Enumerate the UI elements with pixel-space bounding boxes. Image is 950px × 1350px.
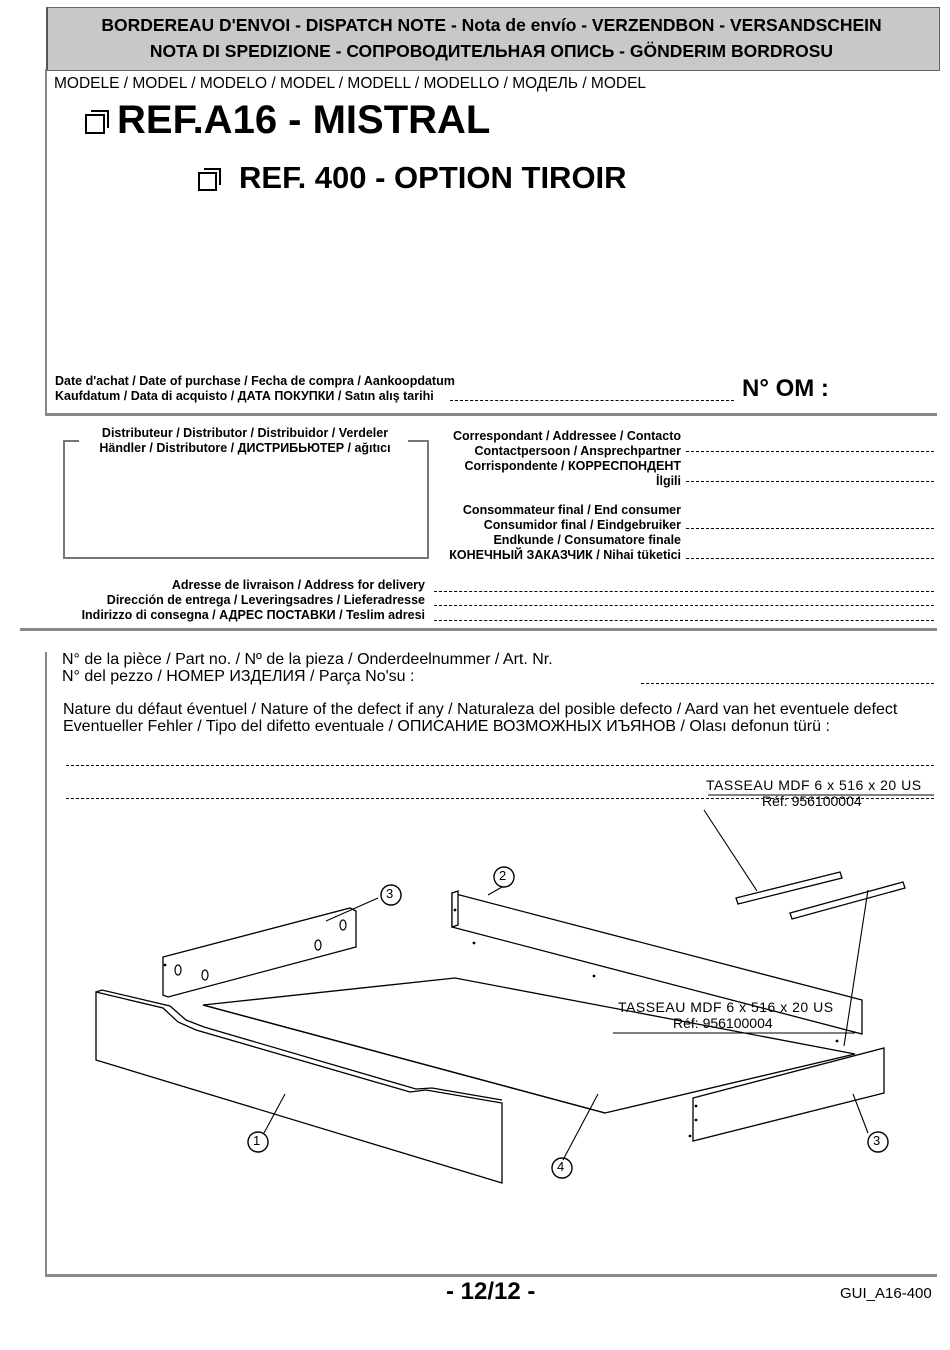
model-label: MODELE / MODEL / MODELO / MODEL / MODELL / MODELLO / МОДЕЛЬ / MODEL [54, 75, 647, 92]
bottom-divider [45, 1274, 937, 1277]
distributor-label [80, 426, 410, 456]
callout-4-label: 4 [557, 1159, 565, 1174]
delivery-field-1[interactable] [434, 591, 934, 592]
consumer-field-2[interactable] [686, 558, 934, 559]
ref-option-text: REF. 400 - OPTION TIROIR [239, 160, 627, 195]
page-number: - 12/12 - [446, 1278, 536, 1305]
ref-mistral-text: REF.A16 - MISTRAL [117, 98, 491, 142]
correspondant-label [430, 429, 681, 489]
distributor-label-2: Händler / Distributore / ДИСТРИБЬЮТЕР / ağıtıcı [99, 441, 391, 455]
delivery-label [40, 578, 425, 623]
delivery-field-2[interactable] [434, 605, 934, 606]
part-number-label-2: N° del pezzo / НОМЕР ИЗДЕЛИЯ / Parça No'su : [62, 668, 415, 685]
checkbox-icon[interactable] [198, 172, 217, 191]
defect-field-1[interactable] [66, 765, 934, 766]
correspondant-label-3: Corrispondente / КОРРЕСПОНДЕНТ [464, 459, 681, 473]
distributor-label-1: Distributeur / Distributor / Distribuidor / Verdeler [101, 426, 389, 440]
callout-2-label: 2 [499, 868, 507, 883]
delivery-label-2: Dirección de entrega / Leveringsadres / Lieferadresse [106, 593, 425, 607]
checkbox-icon[interactable] [85, 114, 105, 134]
correspondant-label-1: Correspondant / Addressee / Contacto [452, 429, 681, 443]
ref-mistral [85, 98, 490, 143]
delivery-label-1: Adresse de livraison / Address for delivery [171, 578, 425, 592]
tasseau-label-mid: TASSEAU MDF 6 x 516 x 20 US [618, 999, 834, 1015]
delivery-field-3[interactable] [434, 620, 934, 621]
distributor-box[interactable] [63, 440, 429, 559]
callout-3-top-label: 3 [386, 886, 394, 901]
tasseau-ref-top: Réf: 956100004 [762, 793, 862, 809]
correspondant-field[interactable] [686, 451, 934, 452]
frame-left-top [45, 69, 47, 415]
distributor-box-top-left [63, 440, 79, 442]
callout-3-bottom-label: 3 [873, 1133, 881, 1148]
purchase-date-label-1: Date d'achat / Date of purchase / Fecha de compra / Aankoopdatum [55, 374, 455, 388]
document-reference: GUI_A16-400 [840, 1285, 932, 1302]
header-title-line2: NOTA DI SPEDIZIONE - СОПРОВОДИТЕЛЬНАЯ ОПИСЬ - GÖNDERIM BORDROSU [149, 41, 834, 61]
defect-label-1: Nature du défaut éventuel / Nature of the defect if any / Naturaleza del posible defecto / Aard van het eventuele defect [63, 701, 898, 718]
ref-option [198, 160, 627, 196]
part-number-field[interactable] [641, 683, 934, 684]
correspondant-label-2: Contactpersoon / Ansprechpartner [474, 444, 681, 458]
defect-label [63, 701, 897, 735]
section-divider [45, 413, 937, 416]
purchase-date-label-2: Kaufdatum / Data di acquisto / ДАТА ПОКУПКИ / Satın alış tarihi [55, 389, 434, 403]
tasseau-label-top: TASSEAU MDF 6 x 516 x 20 US [706, 777, 922, 793]
correspondant-field-2[interactable] [686, 481, 934, 482]
callout-1-label: 1 [253, 1133, 261, 1148]
distributor-box-top-right [408, 440, 427, 442]
header-title-line1: BORDEREAU D'ENVOI - DISPATCH NOTE - Nota de envío - VERZENDBON - VERSANDSCHEIN [101, 15, 882, 35]
drawer-parts-diagram [0, 770, 950, 1210]
consumer-label-2: Consumidor final / Eindgebruiker [483, 518, 681, 532]
purchase-date-label [55, 374, 455, 404]
consumer-label-1: Consommateur final / End consumer [462, 503, 681, 517]
om-number-label: N° OM : [742, 375, 829, 402]
part-number-label [62, 651, 553, 685]
defect-label-2: Eventueller Fehler / Tipo del difetto eventuale / ОПИСАНИЕ ВОЗМОЖНЫХ ИЪЯНОВ / Olası defonun türü : [63, 718, 830, 735]
consumer-field[interactable] [686, 528, 934, 529]
purchase-date-field[interactable] [450, 400, 734, 401]
part-number-label-1: N° de la pièce / Part no. / Nº de la pieza / Onderdeelnummer / Art. Nr. [62, 651, 553, 668]
consumer-label-4: КОНЕЧНЫЙ ЗАКАЗЧИК / Nihai tüketici [449, 548, 681, 562]
tasseau-strip-1 [736, 872, 842, 904]
tasseau-strip-2 [790, 882, 905, 919]
section-divider [20, 628, 937, 631]
correspondant-label-4: İlgili [656, 474, 681, 488]
part-3-side-panel-left [163, 908, 356, 997]
consumer-label-3: Endkunde / Consumatore finale [493, 533, 681, 547]
consumer-label [430, 503, 681, 563]
tasseau-ref-mid: Réf: 956100004 [673, 1015, 773, 1031]
delivery-label-3: Indirizzo di consegna / АДРЕС ПОСТАВКИ / Teslim adresi [81, 608, 425, 622]
